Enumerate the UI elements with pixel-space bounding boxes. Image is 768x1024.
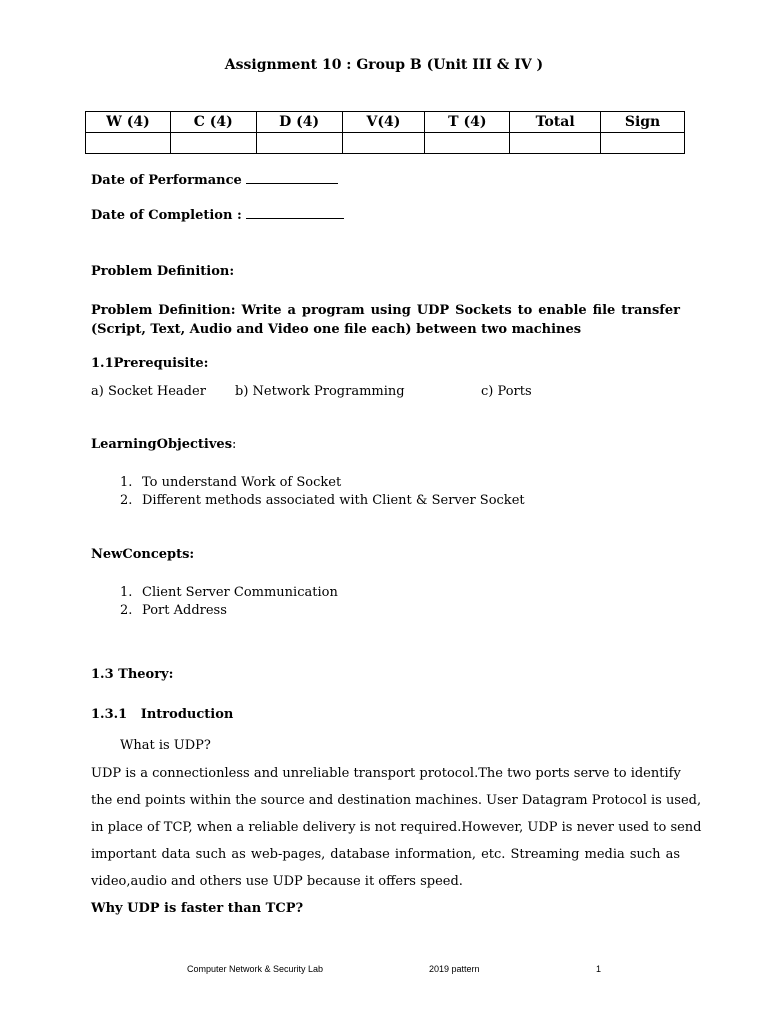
date-of-completion-label: Date of Completion : <box>91 208 242 223</box>
new-concepts-list <box>120 584 338 620</box>
date-of-completion <box>91 206 344 223</box>
list-item <box>120 474 525 492</box>
udp-question: What is UDP? <box>120 738 211 753</box>
new-concepts-heading: NewConcepts: <box>91 547 195 562</box>
date-of-performance-label: Date of Performance <box>91 173 242 188</box>
list-item-text: Port Address <box>142 603 227 618</box>
page-title: Assignment 10 : Group B (Unit III & IV ) <box>224 57 544 73</box>
problem-statement <box>91 303 680 341</box>
date-of-performance <box>91 171 338 188</box>
prerequisite-item-1: a) Socket Header <box>91 384 206 399</box>
header-d: D (4) <box>256 112 342 133</box>
why-udp-heading: Why UDP is faster than TCP? <box>91 901 304 916</box>
list-item-text: Client Server Communication <box>142 585 338 600</box>
prerequisite-heading: 1.1Prerequisite: <box>91 356 209 371</box>
paragraph-line: video,audio and others use UDP because it offers speed. <box>91 874 463 889</box>
cell-c <box>170 133 256 154</box>
list-item-number: 1. <box>120 475 133 490</box>
header-sign: Sign <box>601 112 685 133</box>
introduction-heading: 1.3.1 Introduction <box>91 707 234 722</box>
cell-total <box>510 133 601 154</box>
theory-heading: 1.3 Theory: <box>91 667 174 682</box>
udp-paragraph <box>91 760 702 895</box>
list-item-number: 2. <box>120 603 133 618</box>
header-c: C (4) <box>170 112 256 133</box>
paragraph-line: UDP is a connectionless and unreliable transport protocol.The two ports serve to identify <box>91 766 681 781</box>
cell-v <box>342 133 425 154</box>
header-t: T (4) <box>425 112 510 133</box>
prerequisite-item-3: c) Ports <box>481 384 532 399</box>
list-item <box>120 584 338 602</box>
list-item <box>120 492 525 510</box>
problem-statement-line-1 <box>91 303 680 322</box>
header-v: V(4) <box>342 112 425 133</box>
grading-table-row <box>86 133 685 154</box>
learning-objectives-list <box>120 474 525 510</box>
problem-statement-line-2: (Script, Text, Audio and Video one file each) between two machines <box>91 322 582 337</box>
cell-w <box>86 133 171 154</box>
footer-lab-name: Computer Network & Security Lab <box>187 964 324 974</box>
list-item-number: 2. <box>120 493 133 508</box>
cell-t <box>425 133 510 154</box>
footer-pattern: 2019 pattern <box>429 964 480 974</box>
learning-objectives-title: LearningObjectives <box>91 437 233 452</box>
paragraph-line: in place of TCP, when a reliable delivery is not required.However, UDP is never used to send <box>91 820 702 835</box>
paragraph-line: the end points within the source and destination machines. User Datagram Protocol is used, <box>91 793 702 808</box>
cell-sign <box>601 133 685 154</box>
grading-table <box>85 111 685 154</box>
problem-statement-text-1: Write a program using UDP Sockets to enable file transfer <box>241 303 680 318</box>
problem-statement-label: Problem Definition: <box>91 303 236 318</box>
list-item <box>120 602 338 620</box>
problem-definition-heading: Problem Definition: <box>91 264 235 279</box>
cell-d <box>256 133 342 154</box>
prerequisite-item-2: b) Network Programming <box>235 384 405 399</box>
list-item-number: 1. <box>120 585 133 600</box>
paragraph-line: important data such as web-pages, database information, etc. Streaming media such as <box>91 847 680 862</box>
learning-objectives-heading <box>91 437 236 452</box>
header-total: Total <box>510 112 601 133</box>
footer-page-number: 1 <box>596 964 602 974</box>
grading-table-header <box>86 112 685 133</box>
learning-objectives-colon: : <box>232 437 237 452</box>
date-of-completion-blank <box>246 206 344 219</box>
list-item-text: To understand Work of Socket <box>142 475 342 490</box>
list-item-text: Different methods associated with Client & Server Socket <box>142 493 525 508</box>
header-w: W (4) <box>86 112 171 133</box>
date-of-performance-blank <box>246 171 338 184</box>
